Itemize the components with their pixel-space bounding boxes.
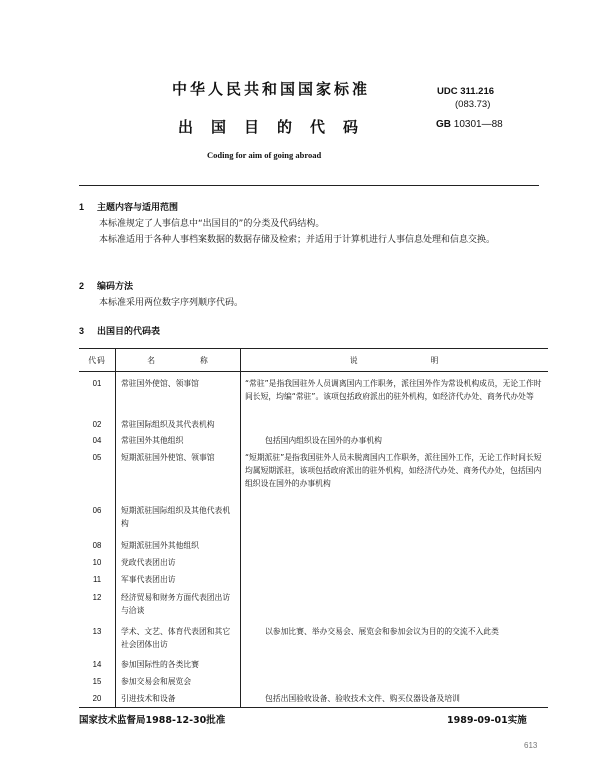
row-description [241,415,549,432]
row-code: 12 [79,588,116,622]
udc-subcode: (083.73) [455,99,491,110]
row-code: 02 [79,415,116,432]
row-code: 13 [79,622,116,656]
row-code: 05 [79,449,116,501]
table-row [79,372,548,415]
row-code: 20 [79,690,116,708]
footer-rule [79,707,548,708]
aim-code-table [79,348,548,708]
section-3-heading: 3 出国目的代码表 [79,326,161,337]
row-name: 引进技术和设备 [116,690,241,708]
section-2-heading: 2 编码方法 [79,281,134,292]
row-code: 06 [79,501,116,537]
effective-date: 1989-09-01实施 [447,715,527,726]
table-header-row [79,349,548,372]
row-name: 短期派驻国外其他组织 [116,537,241,554]
row-description [241,554,549,571]
row-description: 以参加比赛、举办交易会、展览会和参加会议为目的的交流不入此类 [265,626,499,636]
row-code: 10 [79,554,116,571]
table-row [79,449,548,501]
row-name: 军事代表团出访 [116,571,241,588]
row-description [241,537,549,554]
row-code: 01 [79,372,116,415]
row-code: 11 [79,571,116,588]
gb-code: 10301—88 [453,119,503,130]
row-name: 学术、文艺、体育代表团和其它社会团体出访 [116,622,241,656]
column-header-code: 代码 [79,349,116,372]
section-1-heading: 1 主题内容与适用范围 [79,202,179,213]
row-name: 常驻国际组织及其代表机构 [116,415,241,432]
row-description [241,501,549,537]
row-description [241,571,549,588]
row-description [241,588,549,622]
row-code: 14 [79,656,116,673]
page-number: 613 [524,741,538,750]
row-description: 包括出国验收设备、验收技术文件、购买仪器设备及培训 [265,693,460,703]
row-name: 短期派驻国际组织及其他代表机构 [116,501,241,537]
approval-date: 国家技术监督局1988-12-30批准 [79,715,226,726]
table-row [79,690,548,708]
row-description [241,656,549,673]
table-row [79,537,548,554]
row-name: 常驻国外其他组织 [116,432,241,449]
gb-prefix: GB [436,119,451,130]
row-description: 包括国内组织设在国外的办事机构 [265,435,382,445]
row-name: 常驻国外使馆、领事馆 [116,372,241,415]
row-name: 党政代表团出访 [116,554,241,571]
row-code: 08 [79,537,116,554]
table-row [79,554,548,571]
section-1-paragraph-1: 本标准规定了人事信息中“出国目的”的分类及代码结构。 [99,219,325,229]
section-1-paragraph-2: 本标准适用于各种人事档案数据的数据存储及检索；并适用于计算机进行人事信息处理和信息交换。 [99,235,496,245]
table-row [79,622,548,656]
row-name: 参加交易会和展览会 [116,673,241,690]
row-description [241,673,549,690]
row-description: “常驻”是指我国驻外人员调离国内工作职务，派往国外作为常设机构成员，无论工作时间长短，均编“常驻”。该项包括政府派出的驻外机构，如经济代办处、商务代办处等 [245,379,542,401]
table-row [79,571,548,588]
english-title: Coding for aim of going abroad [207,150,322,160]
row-code: 15 [79,673,116,690]
udc-code: UDC 311.216 [437,86,495,97]
row-name: 经济贸易和财务方面代表团出访与洽谈 [116,588,241,622]
table-row [79,501,548,537]
standard-type-heading: 中华人民共和国国家标准 [172,80,371,98]
row-description: “短期派驻”是指我国驻外人员未脱离国内工作职务，派往国外工作，无论工作时间长短均属短期派驻，该项包括政府派出的驻外机构，如经济代办处、商务代办处，包括国内组织设在国外的办事机构 [245,452,542,488]
row-name: 参加国际性的各类比赛 [116,656,241,673]
row-code: 04 [79,432,116,449]
column-header-name: 名 称 [116,349,241,372]
gb-number [436,119,503,130]
section-2-paragraph-1: 本标准采用两位数字序列顺序代码。 [99,298,244,308]
header-rule [79,185,539,186]
row-name: 短期派驻国外使馆、领事馆 [116,449,241,501]
column-header-description: 说 明 [241,349,549,372]
table-row [79,432,548,449]
table-row [79,673,548,690]
table-row [79,588,548,622]
table-row [79,656,548,673]
document-title: 出国目的代码 [178,118,377,136]
table-row [79,415,548,432]
